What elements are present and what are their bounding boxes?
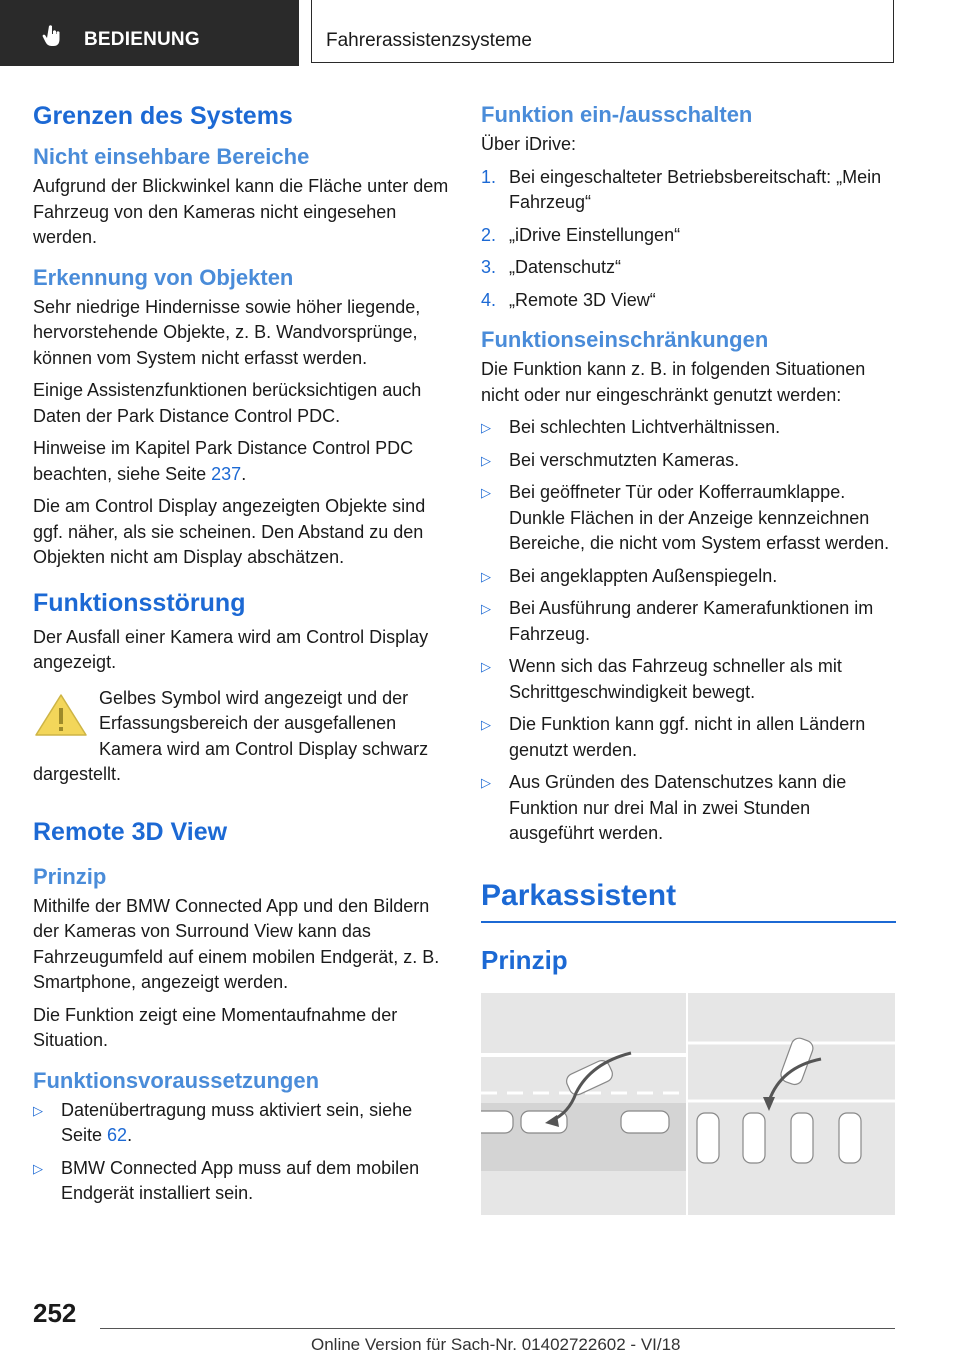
- warning-note: [33, 686, 451, 763]
- hand-pointer-icon: [42, 24, 62, 48]
- text: Bei verschmutzten Kameras.: [509, 449, 740, 470]
- triangle-bullet-icon: ▷: [481, 485, 491, 500]
- paragraph: Aufgrund der Blickwinkel kann die Fläche unter dem Fahrzeug von den Kameras nicht eingesehen werden.: [33, 176, 449, 247]
- limitations-list: [481, 415, 896, 847]
- page-link[interactable]: 62: [107, 1125, 128, 1145]
- parking-illustration: [481, 993, 895, 1215]
- chapter-title: Fahrerassistenzsysteme: [326, 30, 532, 51]
- triangle-bullet-icon: ▷: [481, 659, 491, 674]
- left-column: [33, 100, 451, 1214]
- step-number: 1.: [481, 166, 497, 187]
- list-item: [481, 255, 896, 281]
- yellow-warning-triangle-icon: [33, 692, 89, 738]
- triangle-bullet-icon: ▷: [481, 452, 491, 468]
- section-tab: [0, 0, 299, 66]
- list-item: [481, 770, 896, 847]
- heading-prinzip: Prinzip: [33, 863, 107, 889]
- paragraph: Die Funktion zeigt eine Momentaufnahme der Situation.: [33, 1004, 398, 1050]
- step-text: „Remote 3D View“: [509, 289, 656, 310]
- triangle-bullet-icon: ▷: [481, 775, 491, 790]
- heading-grenzen: Grenzen des Systems: [33, 102, 293, 130]
- list-item: [481, 415, 896, 441]
- paragraph: [33, 436, 451, 487]
- paragraph: Einige Assistenzfunktionen berücksichtigen auch Daten der Park Distance Control PDC.: [33, 380, 422, 426]
- step-text: Bei eingeschalteter Betriebsbereitschaft: „Mein Fahrzeug“: [509, 166, 882, 212]
- step-number: 2.: [481, 224, 497, 245]
- list-item: [481, 480, 896, 557]
- right-column: [481, 100, 896, 1222]
- paragraph: Mithilfe der BMW Connected App und den Bildern der Kameras von Surround View kann das Fahrzeugumfeld auf einem mobilen Endgerät, z. B. Smartphone, angezeigt werden.: [33, 895, 440, 992]
- text: BMW Connected App muss auf dem mobilen Endgerät installiert sein.: [61, 1157, 420, 1203]
- text: Bei Ausführung anderer Kamerafunktionen im Fahrzeug.: [509, 598, 874, 644]
- paragraph: Der Ausfall einer Kamera wird am Control Display angezeigt.: [33, 626, 429, 672]
- triangle-bullet-icon: ▷: [481, 568, 491, 584]
- list-item: [481, 564, 896, 590]
- footer-online-version: Online Version für Sach-Nr. 01402722602 - VI/18: [311, 1335, 681, 1354]
- chapter-tab: [311, 0, 894, 63]
- heading-parkassistent: Parkassistent: [481, 878, 677, 912]
- text: .: [127, 1125, 133, 1145]
- step-text: „iDrive Einstellungen“: [509, 224, 681, 245]
- list-item: [481, 223, 896, 249]
- list-item: [33, 1098, 451, 1149]
- heading-prinzip-park: Prinzip: [481, 944, 568, 975]
- footer-rule: [100, 1328, 895, 1329]
- text: Datenübertragung muss aktiviert sein, siehe Seite: [61, 1099, 413, 1145]
- triangle-bullet-icon: ▷: [481, 420, 491, 435]
- section-title: BEDIENUNG: [84, 29, 200, 50]
- list-item: [481, 165, 896, 216]
- heading-einschraenkungen: Funktionseinschränkungen: [481, 327, 769, 352]
- text: Wenn sich das Fahrzeug schneller als mit Schrittgeschwindigkeit bewegt.: [509, 656, 842, 702]
- triangle-bullet-icon: ▷: [33, 1102, 43, 1118]
- heading-voraussetzungen: Funktionsvoraussetzungen: [33, 1067, 320, 1093]
- triangle-bullet-icon: ▷: [33, 1160, 43, 1176]
- paragraph: Über iDrive:: [481, 134, 577, 154]
- step-text: „Datenschutz“: [509, 257, 622, 277]
- text: Aus Gründen des Datenschutzes kann die Funktion nur drei Mal in zwei Stunden ausgeführt werden.: [509, 772, 847, 843]
- heading-ein-ausschalten: Funktion ein-/ausschalten: [481, 102, 753, 127]
- triangle-bullet-icon: ▷: [481, 601, 491, 616]
- paragraph: Die am Control Display angezeigten Objekte sind ggf. näher, als sie scheinen. Den Abstand zu den Objekten nicht am Display abschätzen.: [33, 496, 426, 567]
- step-number: 4.: [481, 289, 497, 310]
- heading-remote-3d-view: Remote 3D View: [33, 817, 228, 846]
- list-item: [481, 288, 896, 314]
- requirements-list: [33, 1098, 451, 1207]
- heading-nicht-einsehbar: Nicht einsehbare Bereiche: [33, 144, 310, 169]
- text: Bei angeklappten Außenspiegeln.: [509, 565, 778, 586]
- paragraph: Sehr niedrige Hindernisse sowie höher liegende, hervorstehende Objekte, z. B. Wandvorsprünge, können vom System nicht erfasst werden.: [33, 296, 421, 368]
- text: Hinweise im Kapitel Park Distance Control PDC beachten, siehe Seite: [33, 438, 414, 484]
- list-item: [481, 596, 896, 647]
- heading-stoerung: Funktionsstörung: [33, 588, 246, 617]
- page-number: 252: [33, 1298, 77, 1328]
- list-item: [481, 448, 896, 474]
- list-item: [481, 654, 896, 705]
- step-number: 3.: [481, 257, 497, 277]
- text: Bei schlechten Lichtverhältnissen.: [509, 417, 781, 437]
- heading-underline: [481, 921, 896, 923]
- list-item: [33, 1156, 451, 1207]
- triangle-bullet-icon: ▷: [481, 717, 491, 732]
- text: .: [241, 463, 247, 484]
- warning-tail: dargestellt.: [33, 764, 122, 784]
- text: Die Funktion kann ggf. nicht in allen Ländern genutzt werden.: [509, 714, 866, 760]
- page-link[interactable]: 237: [211, 463, 242, 484]
- text: Bei geöffneter Tür oder Kofferraumklappe. Dunkle Flächen in der Anzeige kennzeichnen Bereiche, die nicht vom System erfasst werden.: [509, 482, 890, 553]
- warning-text: Gelbes Symbol wird angezeigt und der Erfassungsbereich der ausgefallenen Kamera wird am Control Display schwarz: [99, 687, 429, 759]
- steps-list: [481, 165, 896, 314]
- paragraph: Die Funktion kann z. B. in folgenden Situationen nicht oder nur eingeschränkt genutzt werden:: [481, 359, 866, 405]
- heading-erkennung: Erkennung von Objekten: [33, 264, 294, 290]
- list-item: [481, 712, 896, 763]
